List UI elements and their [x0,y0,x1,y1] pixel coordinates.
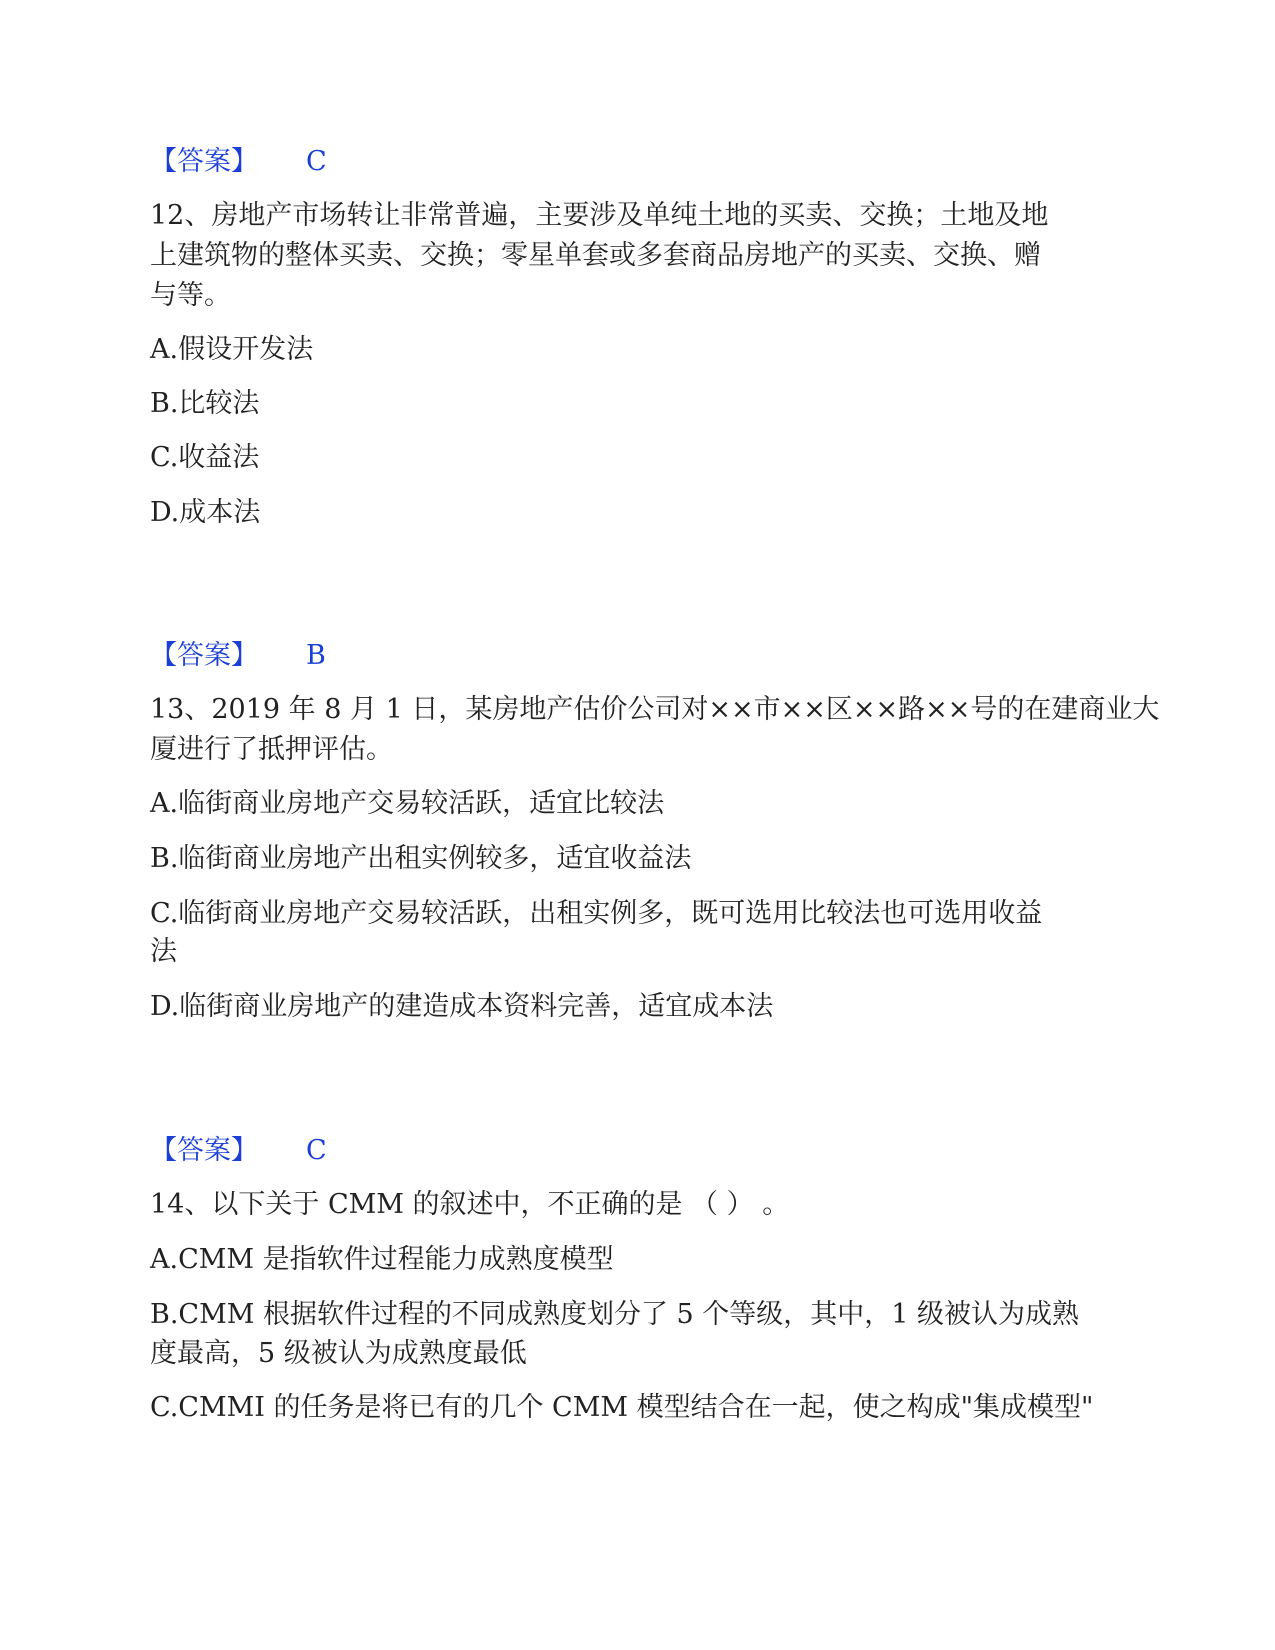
question-13-line-1: 13、2019 年 8 月 1 日，某房地产估价公司对××市××区××路××号的在建商业大 [150,694,1160,725]
answer-value: B [306,640,326,671]
option-a: A.CMM 是指软件过程能力成熟度模型 [150,1244,614,1275]
question-14-line-1: 14、以下关于 CMM 的叙述中，不正确的是 （ ） 。 [150,1189,790,1220]
answer-line [150,1131,327,1171]
question-12-line-3: 与等。 [150,280,231,311]
answer-label: 【答案】 [150,1135,258,1166]
option-b-continued: 度最高，5 级被认为成熟度最低 [150,1338,527,1369]
answer-line [150,636,326,676]
answer-label: 【答案】 [150,640,258,671]
option-c: C.CMMI 的任务是将已有的几个 CMM 模型结合在一起，使之构成"集成模型" [150,1392,1094,1423]
answer-value: C [306,146,327,177]
option-b: B.CMM 根据软件过程的不同成熟度划分了 5 个等级，其中，1 级被认为成熟 [150,1299,1080,1330]
option-c: C.临街商业房地产交易较活跃，出租实例多，既可选用比较法也可选用收益 [150,898,1043,929]
answer-value: C [306,1135,327,1166]
option-b: B.临街商业房地产出租实例较多，适宜收益法 [150,843,692,874]
question-12-line-2: 上建筑物的整体买卖、交换；零星单套或多套商品房地产的买卖、交换、赠 [150,240,1041,271]
answer-line [150,142,327,182]
option-d: D.成本法 [150,497,261,528]
option-d: D.临街商业房地产的建造成本资料完善，适宜成本法 [150,991,774,1022]
question-13-line-2: 厦进行了抵押评估。 [150,734,393,765]
answer-label: 【答案】 [150,146,258,177]
question-12-line-1: 12、房地产市场转让非常普遍，主要涉及单纯土地的买卖、交换；土地及地 [150,200,1049,231]
option-c: C.收益法 [150,442,260,473]
option-a: A.假设开发法 [150,334,314,365]
option-a: A.临街商业房地产交易较活跃，适宜比较法 [150,788,665,819]
option-c-continued: 法 [150,936,177,967]
option-b: B.比较法 [150,388,260,419]
